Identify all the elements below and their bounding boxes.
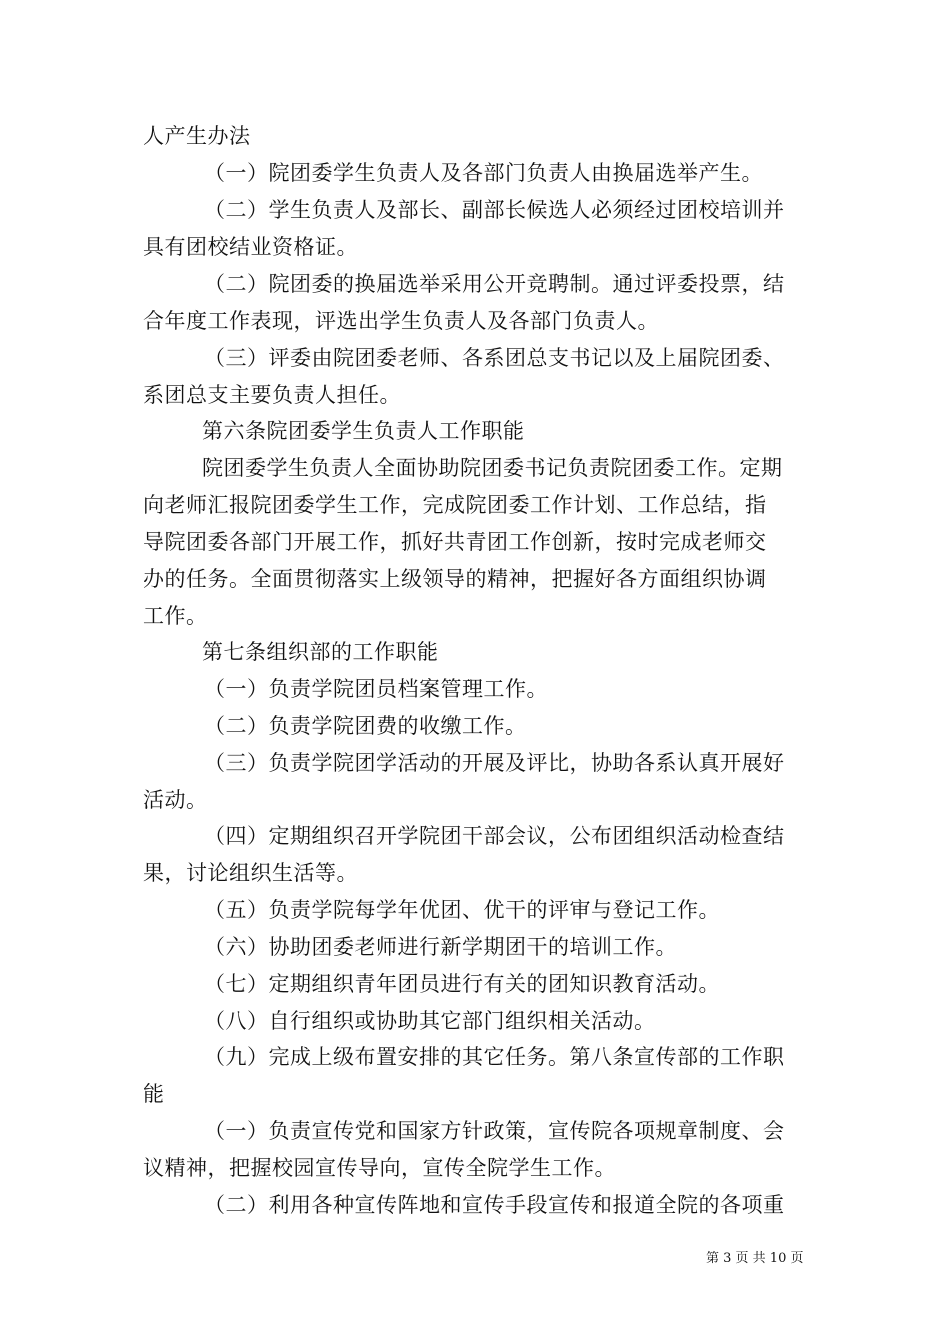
text-line: 向老师汇报院团委学生工作，完成院团委工作计划、工作总结，指 (143, 493, 767, 517)
text-line: 人产生办法 (143, 124, 251, 148)
text-line: （二）负责学院团费的收缴工作。 (204, 714, 527, 738)
text-line: 办的任务。全面贯彻落实上级领导的精神，把握好各方面组织协调 (143, 567, 767, 591)
text-line: 果，讨论组织生活等。 (143, 861, 358, 885)
text-line: 能 (143, 1082, 165, 1106)
text-line: （八）自行组织或协助其它部门组织相关活动。 (204, 1009, 656, 1033)
text-line: 导院团委各部门开展工作，抓好共青团工作创新，按时完成老师交 (143, 530, 767, 554)
text-line: 议精神，把握校园宣传导向，宣传全院学生工作。 (143, 1156, 616, 1180)
text-line: （三）评委由院团委老师、各系团总支书记以及上届院团委、 (204, 346, 785, 370)
text-line: （一）负责学院团员档案管理工作。 (204, 677, 548, 701)
text-line: （一）负责宣传党和国家方针政策，宣传院各项规章制度、会 (204, 1119, 785, 1143)
text-line: （四）定期组织召开学院团干部会议，公布团组织活动检查结 (204, 824, 785, 848)
text-line: （二）院团委的换届选举采用公开竞聘制。通过评委投票，结 (204, 272, 785, 296)
text-line: 合年度工作表现，评选出学生负责人及各部门负责人。 (143, 309, 659, 333)
text-line: （二）学生负责人及部长、副部长候选人必须经过团校培训并 (204, 198, 785, 222)
text-line: 院团委学生负责人全面协助院团委书记负责院团委工作。定期 (202, 456, 783, 480)
text-line: （六）协助团委老师进行新学期团干的培训工作。 (204, 935, 677, 959)
text-line: （七）定期组织青年团员进行有关的团知识教育活动。 (204, 972, 720, 996)
text-line: （一）院团委学生负责人及各部门负责人由换届选举产生。 (204, 161, 763, 185)
text-line: 活动。 (143, 788, 208, 812)
text-line: 具有团校结业资格证。 (143, 235, 358, 259)
section-heading: 第七条组织部的工作职能 (202, 640, 439, 664)
text-line: （五）负责学院每学年优团、优干的评审与登记工作。 (204, 898, 720, 922)
page-number-footer: 第 3 页 共 10 页 (706, 1251, 804, 1266)
section-heading: 第六条院团委学生负责人工作职能 (202, 419, 525, 443)
text-line: （三）负责学院团学活动的开展及评比，协助各系认真开展好 (204, 751, 785, 775)
text-line: （二）利用各种宣传阵地和宣传手段宣传和报道全院的各项重 (204, 1193, 785, 1217)
text-line: （九）完成上级布置安排的其它任务。第八条宣传部的工作职 (204, 1045, 785, 1069)
text-line: 工作。 (143, 604, 208, 628)
text-line: 系团总支主要负责人担任。 (143, 383, 401, 407)
